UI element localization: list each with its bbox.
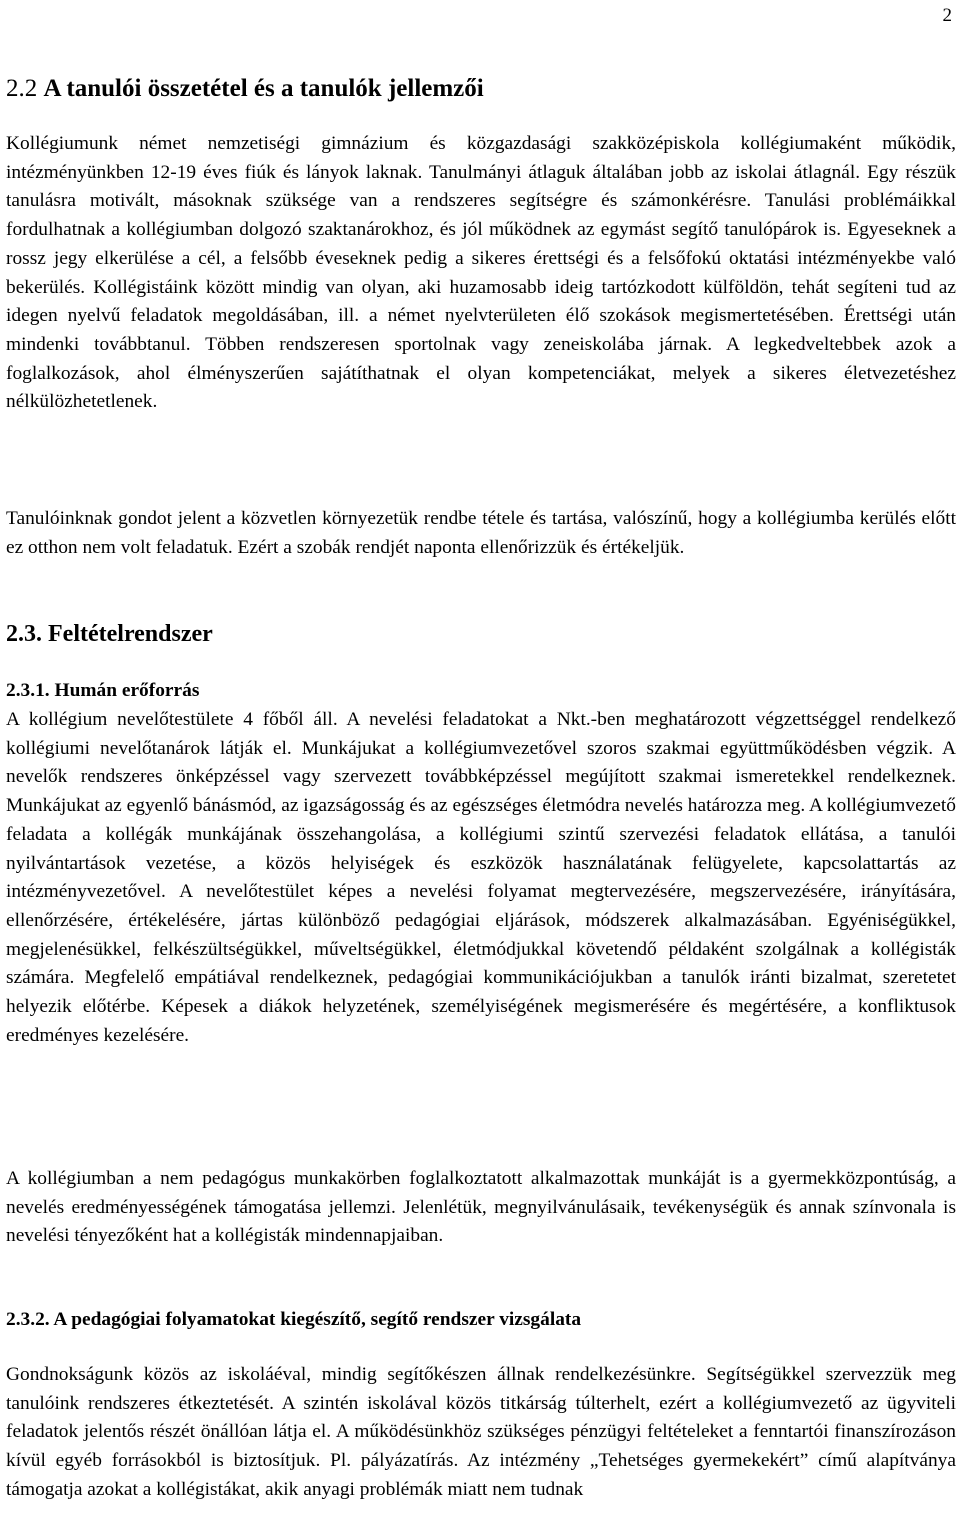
paragraph-room-order: Tanulóinknak gondot jelent a közvetlen környezetük rendbe tétele és tartása, valószínű, hogy a kollégiumba kerülés előtt ez otthon nem volt feladatuk. Ezért a szobák rendjét naponta ellenőrizzük és értékeljük. [6,508,956,558]
paragraph-teaching-staff: A kollégium nevelőtestülete 4 főből áll. A nevelési feladatokat a Nkt.-ben meghatározott végzettséggel rendelkező kollégiumi nevelőtanárok látják el. Munkájukat a kollégiumvezetővel szoros szakmai együttműködésben végzik. A nevelők rendszeres önképzéssel vagy szervezett továbbképzéssel megújított szakmai ismeretekkel rendelkeznek. Munkájukat az egyenlő bánásmód, az igazságosság és az egészséges életmódra nevelés határozza meg. A kollégiumvezető feladata a kollégák munkájának összehangolása, a kollégiumi szintű szervezési feladatok ellátása, a tanulói nyilvántartások vezetése, a közös helyiségek és eszközök használatának felügyelete, kapcsolattartás az intézményvezetővel. A nevelőtestület képes a nevelési folyamat megtervezésére, megszervezésére, irányítására, ellenőrzésére, értékelésére, jártas különböző pedagógiai eljárások, módszerek alkalmazásában. Egyéniségükkel, megjelenésükkel, felkészültségükkel, műveltségükkel, életmódjukkal követendő példaként szolgálnak a kollégisták számára. Megfelelő empátiával rendelkeznek, pedagógiai kommunikációjukban a tanulók iránti bizalmat, szeretetet helyezik előtérbe. Képesek a diákok helyzetének, személyiségének megismerésére és megértésére, a konfliktusok eredményes kezelésére. [6,709,956,1046]
section-heading-2-3-2 [6,1307,581,1333]
section-number: 2.3.1. [6,680,50,701]
section-title: A tanulói összetétel és a tanulók jellemzői [43,75,484,102]
section-title: A pedagógiai folyamatokat kiegészítő, segítő rendszer vizsgálata [53,1309,582,1330]
section-heading-2-3-1 [6,678,199,704]
section-title: Humán erőforrás [54,680,200,701]
section-number: 2.2 [6,75,38,102]
section-heading-2-2 [6,73,484,105]
paragraph-non-teaching-staff: A kollégiumban a nem pedagógus munkakörben foglalkoztatott alkalmazottak munkáját is a gyermekközpontúság, a nevelés eredményességének támogatása jellemzi. Jelenlétük, megnyilvánulásaik, tevékenységük és annak színvonala is nevelési tényezőként hat a kollégisták mindennapjaiban. [6,1168,956,1247]
paragraph-support-system: Gondnokságunk közös az iskoláéval, mindig segítőkészen állnak rendelkezésünkre. Segítségükkel szervezzük meg tanulóink rendszeres étkeztetését. A szintén iskolával közös titkárság túlterhelt, ezért a kollégiumvezető az ügyviteli feladatok jelentős részét önállóan látja el. A működésünkhöz szükséges pénzügyi feltételeket a fenntartói finanszírozáson kívül egyéb forrásokból is biztosítjuk. Pl. pályázatírás. Az intézmény „Tehetséges gyermekekért” című alapítványa támogatja azokat a kollégistákat, akik anyagi problémák miatt nem tudnak [6,1364,956,1500]
page-number: 2 [942,5,952,26]
section-number: 2.3.2. [6,1309,50,1330]
paragraph-student-composition: Kollégiumunk német nemzetiségi gimnázium és közgazdasági szakközépiskola kollégiumaként működik, intézményünkben 12-19 éves fiúk és lányok laknak. Tanulmányi átlaguk általában jobb az iskolai átlagnál. Egy részük tanulásra motivált, másoknak szüksége van a rendszeres segítségre és számonkérésre. Tanulási problémáikkal fordulhatnak a kollégiumban dolgozó szaktanárokhoz, és jól működnek az egymást segítő tanulópárok is. Egyeseknek a rossz jegy elkerülése a cél, a felsőbb éveseknek pedig a sikeres érettségi és a felsőfokú oktatási intézményekbe való bekerülés. Kollégistáink között mindig van olyan, aki huzamosabb ideig tartózkodott külföldön, tehát segíteni tud az idegen nyelvű feladatok megoldásában, ill. a német nyelvterületen élő szokások megismertetésében. Érettségi után mindenki továbbtanul. Többen rendszeresen sportolnak vagy zeneiskolába járnak. A legkedveltebbek azok a foglalkozások, ahol élményszerűen sajátíthatnak el olyan kompetenciákat, melyek a sikeres életvezetéshez nélkülözhetetlenek. [6,133,956,413]
section-heading-2-3: 2.3. Feltételrendszer [6,621,213,647]
